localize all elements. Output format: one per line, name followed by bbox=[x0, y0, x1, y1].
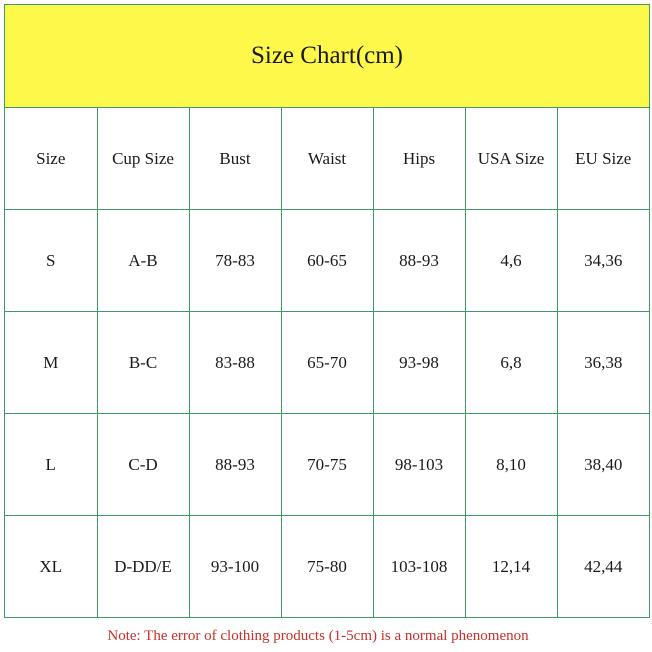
table-cell: 88-93 bbox=[189, 414, 281, 516]
table-cell: 60-65 bbox=[281, 210, 373, 312]
table-cell: XL bbox=[5, 516, 97, 618]
table-cell: 12,14 bbox=[465, 516, 557, 618]
table-cell: 36,38 bbox=[557, 312, 649, 414]
table-cell: L bbox=[5, 414, 97, 516]
error-note: Note: The error of clothing products (1-5cm) is a normal phenomenon bbox=[107, 628, 529, 644]
table-cell: 93-98 bbox=[373, 312, 465, 414]
table-cell: S bbox=[5, 210, 97, 312]
table-cell: 70-75 bbox=[281, 414, 373, 516]
table-cell: 42,44 bbox=[584, 556, 623, 576]
table-cell: 88-93 bbox=[373, 210, 465, 312]
header-cell: Hips bbox=[373, 108, 465, 210]
table-cell: 6,8 bbox=[465, 312, 557, 414]
table-cell: C-D bbox=[97, 414, 189, 516]
size-table bbox=[5, 108, 649, 617]
table-cell: 34,36 bbox=[557, 210, 649, 312]
table-cell: 98-103 bbox=[373, 414, 465, 516]
table-cell: A-B bbox=[97, 210, 189, 312]
table-cell: 78-83 bbox=[189, 210, 281, 312]
table-cell: 83-88 bbox=[189, 312, 281, 414]
header-cell: Cup Size bbox=[97, 108, 189, 210]
table-cell: D-DD/E bbox=[97, 516, 189, 618]
table-header-row bbox=[5, 108, 649, 210]
table-cell: 65-70 bbox=[281, 312, 373, 414]
table-cell: 38,40 bbox=[557, 414, 649, 516]
chart-title: Size Chart(cm) bbox=[5, 5, 649, 108]
table-cell: 93-100 bbox=[189, 516, 281, 618]
table-cell: B-C bbox=[97, 312, 189, 414]
table-cell: 103-108 bbox=[373, 516, 465, 618]
table-cell: 4,6 bbox=[465, 210, 557, 312]
header-cell: EU Size bbox=[557, 108, 649, 210]
header-cell: Waist bbox=[281, 108, 373, 210]
table-cell: M bbox=[5, 312, 97, 414]
table-row bbox=[5, 516, 649, 618]
table-cell: 75-80 bbox=[281, 516, 373, 618]
size-chart bbox=[4, 4, 650, 618]
table-row bbox=[5, 210, 649, 312]
header-cell: USA Size bbox=[465, 108, 557, 210]
table-row bbox=[5, 312, 649, 414]
header-cell: Size bbox=[5, 108, 97, 210]
header-cell: Bust bbox=[189, 108, 281, 210]
table-cell: 8,10 bbox=[465, 414, 557, 516]
table-row bbox=[5, 414, 649, 516]
